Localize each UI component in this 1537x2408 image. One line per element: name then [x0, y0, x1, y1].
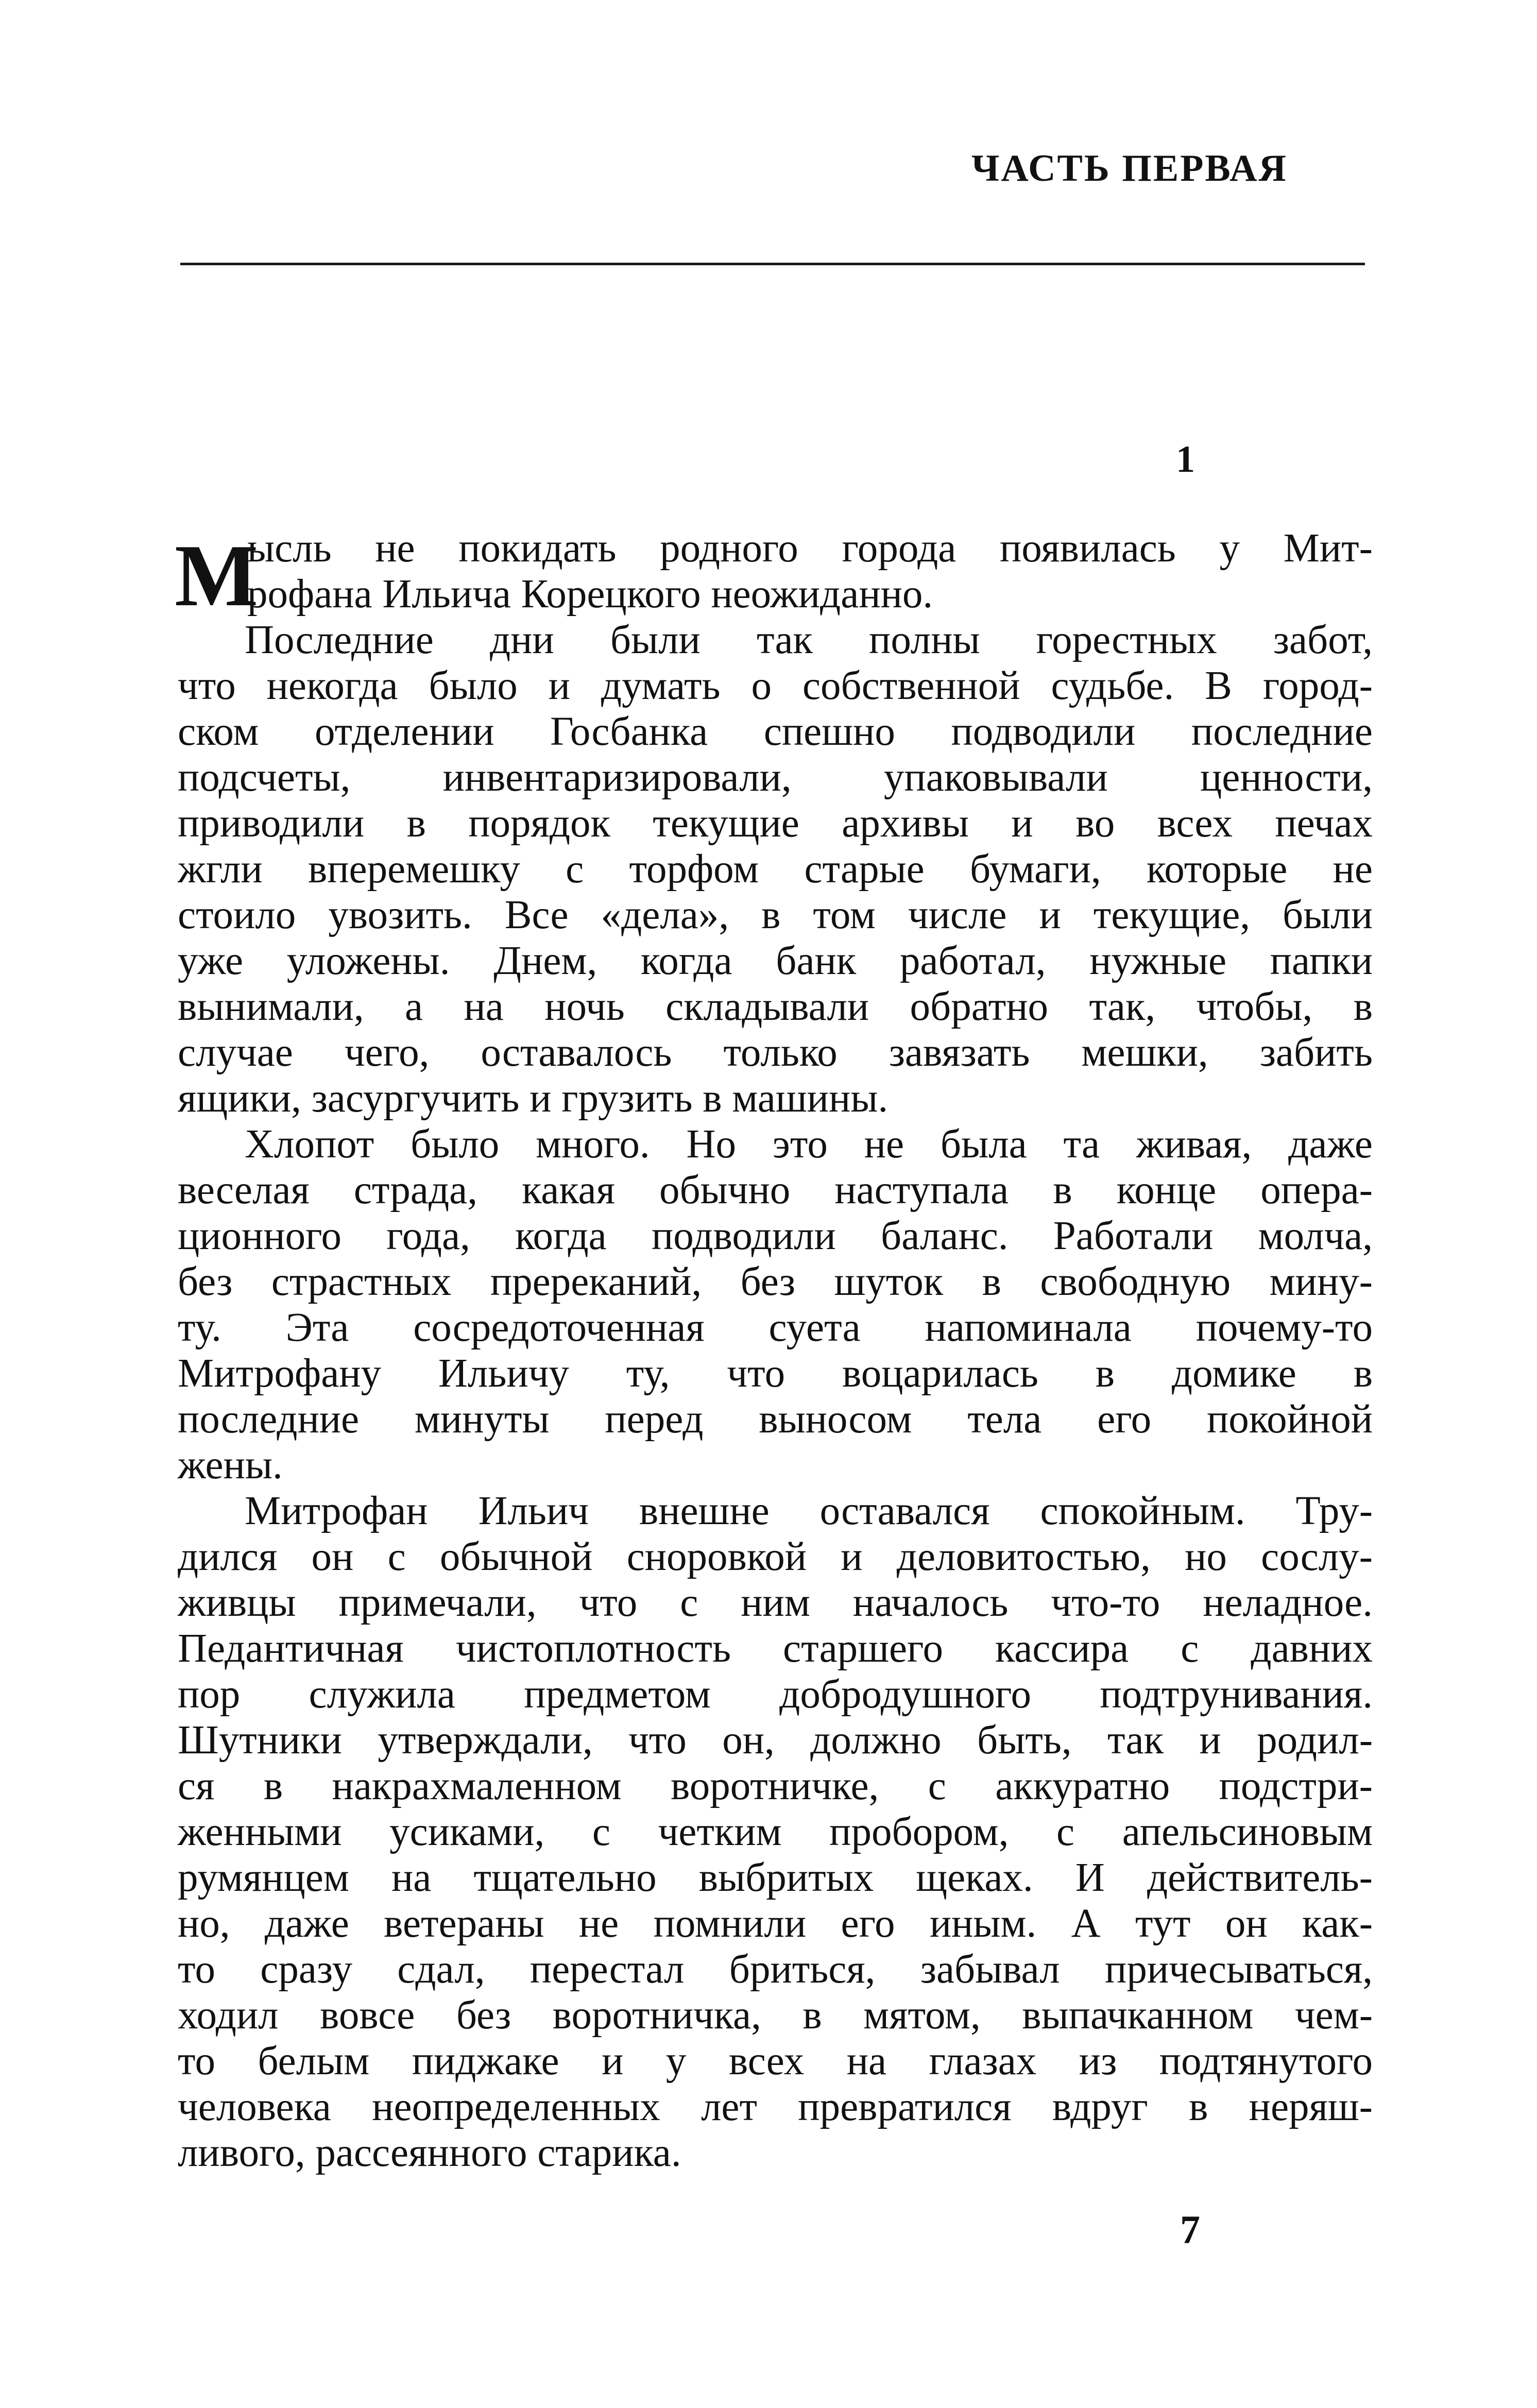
paragraph — [178, 1488, 1373, 2176]
text-line: дился он с обычной сноровкой и деловитостью, но сослу- — [178, 1534, 1373, 1579]
text-line: пор служила предметом добродушного подтрунивания. — [178, 1672, 1373, 1717]
text-line: то сразу сдал, перестал бриться, забывал причесываться, — [178, 1947, 1373, 1992]
text-line: Шутники утверждали, что он, должно быть, так и родил- — [178, 1718, 1373, 1763]
text-line: ционного года, когда подводили баланс. Работали молча, — [178, 1214, 1373, 1258]
chapter-number: 1 — [1176, 438, 1195, 481]
text-line: ысль не покидать родного города появилась у Мит- — [247, 526, 1373, 571]
text-line: жгли вперемешку с торфом старые бумаги, которые не — [178, 847, 1373, 892]
text-line: то белым пиджаке и у всех на глазах из подтянутого — [178, 2039, 1373, 2083]
text-line: Митрофану Ильичу ту, что воцарилась в домике в — [178, 1351, 1373, 1396]
text-line: последние минуты перед выносом тела его покойной — [178, 1397, 1373, 1442]
text-line: что некогда было и думать о собственной судьбе. В город- — [178, 663, 1373, 708]
header-rule — [180, 263, 1365, 265]
text-line: ся в накрахмаленном воротничке, с аккуратно подстри- — [178, 1764, 1373, 1808]
text-line: веселая страда, какая обычно наступала в конце опера- — [178, 1168, 1373, 1212]
text-line: уже уложены. Днем, когда банк работал, нужные папки — [178, 938, 1373, 983]
drop-cap: М — [175, 527, 259, 625]
paragraph — [175, 525, 1373, 625]
paragraph — [178, 1121, 1373, 1488]
paragraph — [178, 617, 1373, 1121]
part-title: ЧАСТЬ ПЕРВАЯ — [971, 147, 1288, 190]
text-line: человека неопределенных лет превратился вдруг в неряш- — [178, 2085, 1373, 2129]
text-line: но, даже ветераны не помнили его иным. А тут он как- — [178, 1901, 1373, 1946]
text-line: женными усиками, с четким пробором, с апельсиновым — [178, 1809, 1373, 1854]
text-line: приводили в порядок текущие архивы и во всех печах — [178, 801, 1373, 846]
body-text — [175, 525, 1373, 2176]
text-line: без страстных пререканий, без шуток в свободную мину- — [178, 1259, 1373, 1304]
text-line: рофана Ильича Корецкого неожиданно. — [247, 572, 933, 617]
text-line: Педантичная чистоплотность старшего кассира с давних — [178, 1626, 1373, 1671]
text-line: стоило увозить. Все «дела», в том числе и текущие, были — [178, 893, 1373, 937]
text-line: подсчеты, инвентаризировали, упаковывали ценности, — [178, 755, 1373, 800]
text-line: жены. — [178, 1443, 283, 1488]
page-number: 7 — [1180, 2207, 1200, 2252]
text-line: ходил вовсе без воротничка, в мятом, выпачканном чем- — [178, 1993, 1373, 2038]
text-line: Митрофан Ильич внешне оставался спокойным. Тру- — [245, 1489, 1373, 1533]
text-line: живцы примечали, что с ним началось что-то неладное. — [178, 1580, 1373, 1625]
text-line: румянцем на тщательно выбритых щеках. И действитель- — [178, 1855, 1373, 1900]
text-line: вынимали, а на ночь складывали обратно так, чтобы, в — [178, 984, 1373, 1029]
text-line: ту. Эта сосредоточенная суета напоминала почему-то — [178, 1305, 1373, 1350]
text-line: Хлопот было много. Но это не была та живая, даже — [245, 1122, 1373, 1167]
text-line: ском отделении Госбанка спешно подводили последние — [178, 709, 1373, 754]
text-line: случае чего, оставалось только завязать мешки, забить — [178, 1030, 1373, 1075]
text-line: ливого, рассеянного старика. — [178, 2130, 681, 2175]
text-line: Последние дни были так полны горестных забот, — [245, 618, 1373, 662]
text-line: ящики, засургучить и грузить в машины. — [178, 1076, 889, 1121]
